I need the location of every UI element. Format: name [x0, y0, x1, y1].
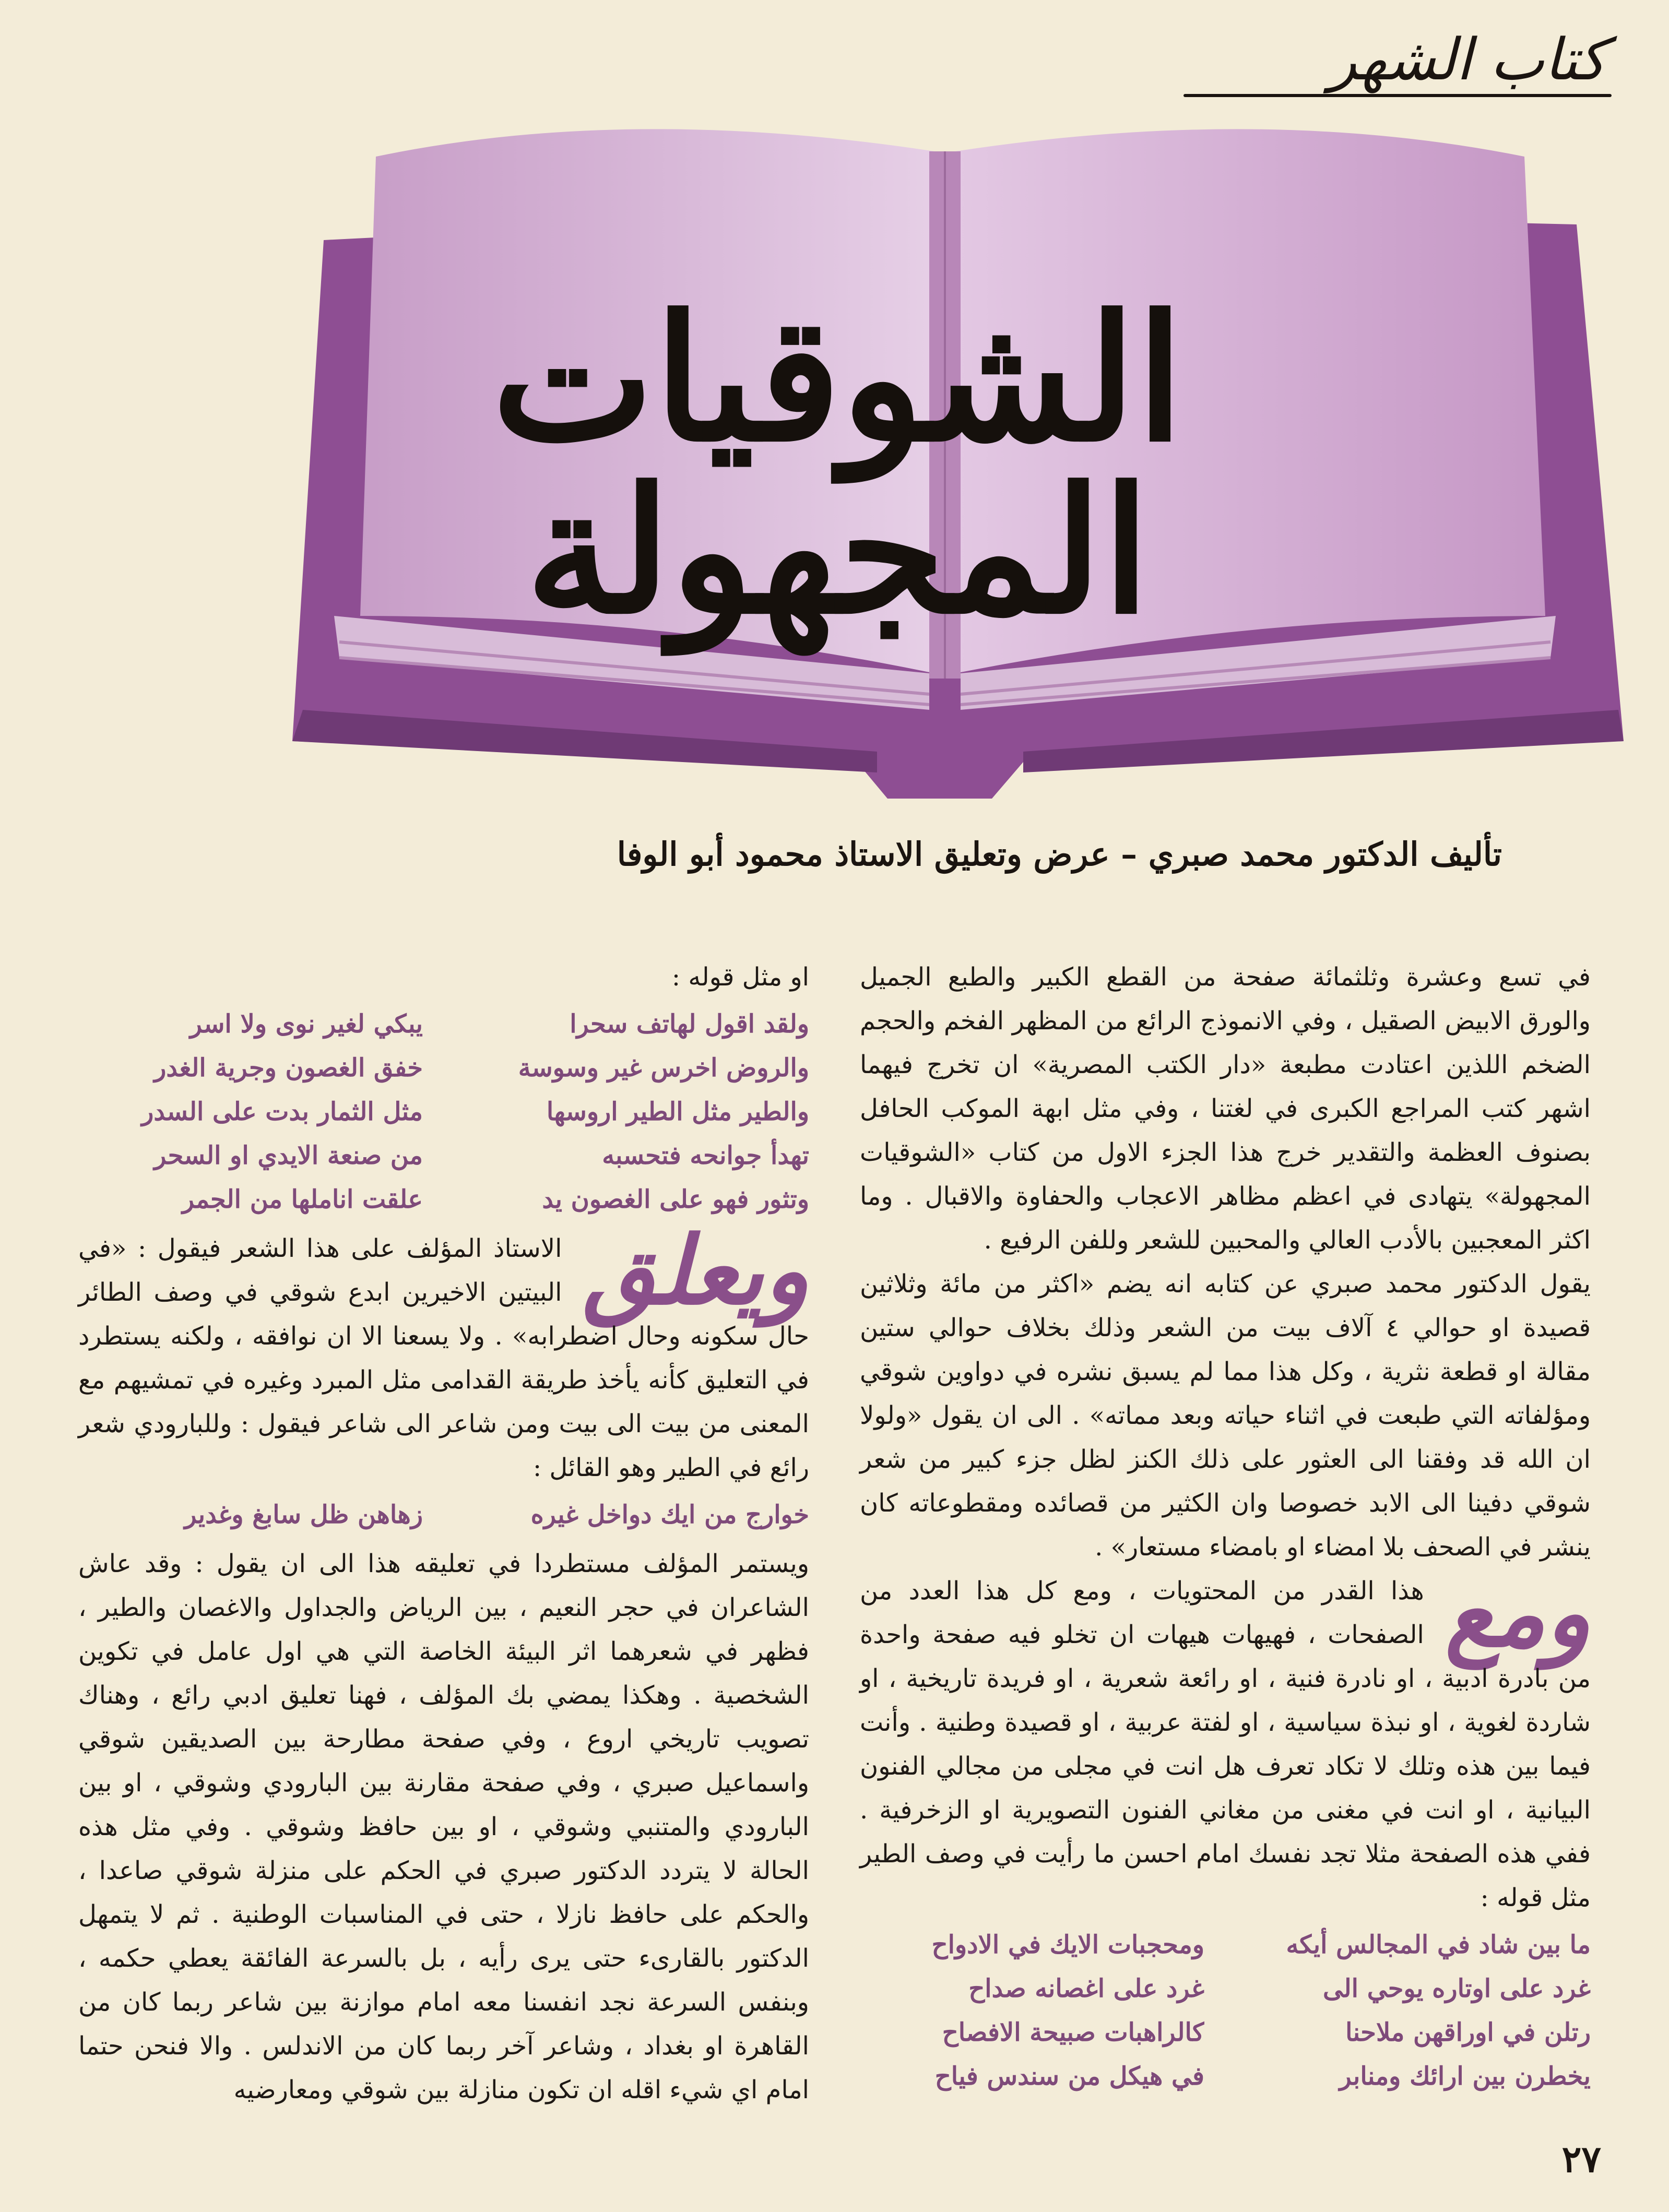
- verse-hemistich: ما بين شاد في المجالس أيكه: [1286, 1930, 1591, 1959]
- drop-cap: ومع: [1445, 1558, 1591, 1668]
- paragraph: ويستمر المؤلف مستطردا في تعليقه هذا الى ان يقول : وقد عاش الشاعران في حجر النعيم ، بين الرياض والجداول والاغصان والطير ، فظهر في شعرهما اثر البيئة الخاصة التي هي اول عامل في تكوين الشخصية . وهكذا يمضي بك المؤلف ، فهنا تعليق ادبي رائع ، وهناك تصويب تاريخي اروع ، وفي صفحة مطارحة بين الصديقين شوقي واسماعيل صبري ، وفي صفحة مقارنة بين البارودي وشوقي ، او بين البارودي والمتنبي وشوقي ، او بين حافظ وشوقي . وفي مثل هذه الحالة لا يتردد الدكتور صبري في الحكم على منزلة شوقي صاعدا ، والحكم على حافظ نازلا ، حتى في المناسبات الوطنية . ثم لا يتمهل الدكتور بالقارىء حتى يرى رأيه ، بل بالسرعة الفائقة يعطي حكمه ، وبنفس السرعة نجد انفسنا معه امام موازنة بين شاعر ربما كان من القاهرة او بغداد ، وشاعر آخر ربما كان من الاندلس . والا فنحن حتما امام اي شيء اقله ان تكون منازلة بين شوقي ومعارضيه: [78, 1549, 810, 2104]
- verse-hemistich: زهاهن ظل سابغ وغدير: [184, 1500, 423, 1529]
- paragraph: [78, 1216, 809, 1490]
- verse-hemistich: مثل الثمار بدت على السدر: [141, 1097, 423, 1126]
- section-label: كتاب الشهر: [1329, 26, 1606, 93]
- paragraph-text: هذا القدر من المحتويات ، ومع كل هذا العدد من الصفحات ، فهيهات هيهات ان تخلو فيه صفحة واحدة من بادرة ادبية ، او نادرة فنية ، او رائعة شعرية ، او فريدة تاريخية ، او شاردة لغوية ، او نبذة سياسية ، او لفتة عربية ، او قصيدة وطنية . وأنت فيما بين هذه وتلك لا تكاد تعرف هل انت في مجلى من مجالي الفنون البيانية ، او انت في مغنى من مغاني الفنون التصويرية او الزخرفية . ففي هذه الصفحة مثلا تجد نفسك امام احسن ما رأيت في وصف الطير مثل قوله :: [860, 1576, 1591, 1912]
- poem-block: [860, 1923, 1591, 2098]
- verse-hemistich: غرد على اوتاره يوحي الى: [1323, 1974, 1591, 2003]
- verse-hemistich: من صنعة الايدي او السحر: [154, 1141, 423, 1170]
- paragraph: يقول الدكتور محمد صبري عن كتابه انه يضم «اكثر من مائة وثلاثين قصيدة او حوالي ٤ آلاف بيت من الشعر وذلك بخلاف حوالي ستين مقالة او قطعة نثرية ، وكل هذا مما لم يسبق نشره في دواوين شوقي ومؤلفاته التي طبعت في اثناء حياته وبعد مماته» . الى ان يقول «ولولا ان الله قد وفقنا الى العثور على ذلك الكنز لظل جزء كبير من شعر شوقي دفينا الى الابد خصوصا وان الكثير من قصائده ومقطوعاته كان ينشر في الصحف بلا امضاء او بامضاء مستعار» .: [860, 1269, 1591, 1562]
- poem-block: [78, 1002, 809, 1221]
- paragraph: في تسع وعشرة وثلثمائة صفحة من القطع الكبير والطبع الجميل والورق الابيض الصقيل ، وفي الانموذج الرائع من المظهر الفخم والحجم الضخم اللذين اعتادت مطبعة «دار الكتب المصرية» ان تخرج فيهما اشهر كتب المراجع الكبرى في لغتنا ، وفي مثل ابهة الموكب الحافل بصنوف العظمة والتقدير خرج هذا الجزء الاول من كتاب «الشوقيات المجهولة» يتهادى في اعظم مظاهر الاعجاب والحفاوة والاقبال . وما اكثر المعجبين بالأدب العالي والمحبين للشعر وللفن الرفيع .: [860, 962, 1591, 1255]
- verse-hemistich: ومحجبات الايك في الادواح: [931, 1930, 1204, 1959]
- verse-hemistich: في هيكل من سندس فياح: [934, 2062, 1204, 2091]
- column-left: [78, 955, 809, 2112]
- poem-block: [78, 1493, 809, 1537]
- verse-hemistich: علقت اناملها من الجمر: [182, 1185, 423, 1214]
- verse-hemistich: كالراهبات صبيحة الافصاح: [942, 2018, 1204, 2047]
- article-title: الشوقيات المجهولة: [492, 277, 1184, 652]
- verse-hemistich: يخطرن بين ارائك ومنابر: [1339, 2062, 1591, 2091]
- verse-hemistich: يبكي لغير نوى ولا اسر: [190, 1009, 423, 1039]
- verse-hemistich: ولقد اقول لهاتف سحرا: [570, 1009, 809, 1039]
- page-number: ٢٧: [1561, 2137, 1601, 2181]
- drop-cap: ويعلق: [583, 1216, 809, 1326]
- paragraph: [860, 1558, 1591, 1920]
- paragraph: او مثل قوله :: [671, 962, 809, 992]
- verse-hemistich: وتثور فهو على الغصون يد: [542, 1185, 809, 1214]
- verse-hemistich: والطير مثل الطير اروسها: [546, 1097, 809, 1126]
- verse-hemistich: رتلن في اوراقهن ملاحنا: [1345, 2018, 1591, 2047]
- verse-hemistich: خوارج من ايك دواخل غيره: [530, 1500, 809, 1529]
- paragraph-text: الاستاذ المؤلف على هذا الشعر فيقول : «في البيتين الاخيرين ابدع شوقي في وصف الطائر حال سكونه وحال اضطرابه» . ولا يسعنا الا ان نوافقه ، ولكنه يستطرد في التعليق كأنه يأخذ طريقة القدامى مثل المبرد وغيره في تمشيهم مع المعنى من بيت الى بيت ومن شاعر الى شاعر فيقول : وللبارودي شعر رائع في الطير وهو القائل :: [78, 1234, 809, 1482]
- verse-hemistich: تهدأ جوانحه فتحسبه: [602, 1141, 809, 1170]
- verse-hemistich: والروض اخرس غير وسوسة: [518, 1053, 809, 1083]
- verse-hemistich: غرد على اغصانه صداح: [968, 1974, 1204, 2003]
- byline: تأليف الدكتور محمد صبري – عرض وتعليق الاستاذ محمود أبو الوفا: [617, 835, 1502, 873]
- column-right: [860, 955, 1591, 2103]
- verse-hemistich: خفق الغصون وجرية الغدر: [154, 1053, 423, 1083]
